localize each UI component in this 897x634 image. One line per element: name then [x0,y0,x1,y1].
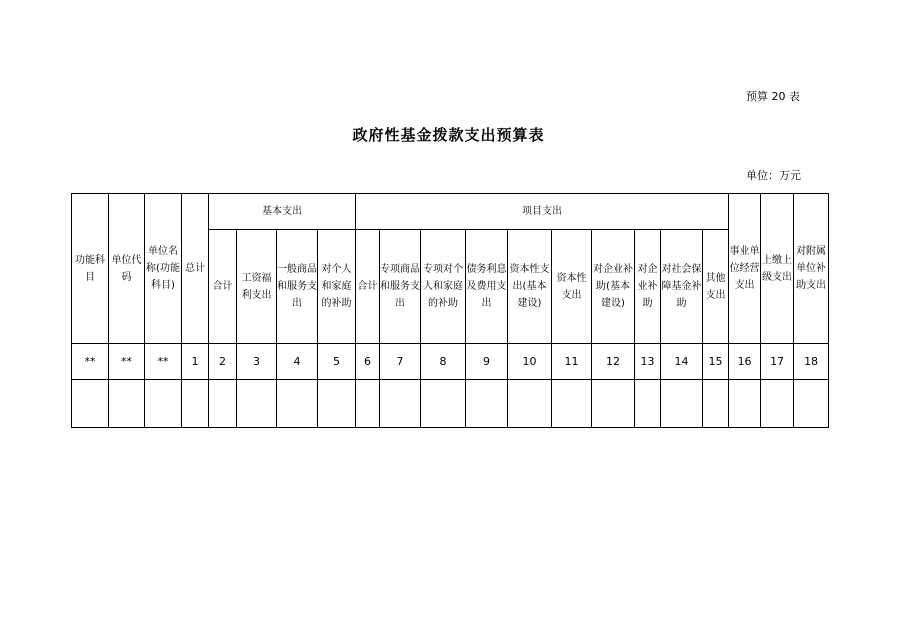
header-row-groups [72,194,829,230]
data-cell [421,380,466,428]
col-header-goods-services: 一般商品和服务支出 [277,230,318,344]
data-cell [356,380,380,428]
code-cell: ** [145,344,182,380]
col-header-unit-code: 单位代码 [109,194,145,344]
col-header-individual-family: 对个人和家庭的补助 [318,230,356,344]
code-cell: 13 [635,344,661,380]
col-header-capital: 资本性支出 [552,230,592,344]
data-cell [508,380,552,428]
col-header-enterprise-construction: 对企业补助(基本建设) [592,230,635,344]
col-header-debt-interest: 债务利息及费用支出 [466,230,508,344]
col-header-wages-welfare: 工资福利支出 [237,230,277,344]
col-header-project-subtotal: 合计 [356,230,380,344]
code-cell: 9 [466,344,508,380]
data-cell [761,380,794,428]
data-cell [182,380,209,428]
code-cell: 4 [277,344,318,380]
code-cell: ** [109,344,145,380]
col-header-total: 总计 [182,194,209,344]
code-cell: 18 [794,344,829,380]
code-cell: ** [72,344,109,380]
col-header-business-operation: 事业单位经营支出 [729,194,761,344]
data-cell [380,380,421,428]
data-cell [237,380,277,428]
data-cell [277,380,318,428]
data-cell [72,380,109,428]
code-row [72,344,829,380]
code-cell: 6 [356,344,380,380]
col-header-enterprise-subsidy: 对企业补助 [635,230,661,344]
code-cell: 2 [209,344,237,380]
data-cell [552,380,592,428]
group-header-project: 项目支出 [356,194,729,230]
data-cell [466,380,508,428]
code-cell: 14 [661,344,703,380]
col-header-special-goods-services: 专项商品和服务支出 [380,230,421,344]
col-header-subsidiary-subsidy: 对附属单位补助支出 [794,194,829,344]
page-title: 政府性基金拨款支出预算表 [352,126,545,144]
col-header-other: 其他支出 [703,230,729,344]
col-header-function-subject: 功能科目 [72,194,109,344]
form-number: 预算 20 表 [746,90,800,103]
group-header-basic: 基本支出 [209,194,356,230]
code-cell: 10 [508,344,552,380]
code-cell: 11 [552,344,592,380]
data-cell [794,380,829,428]
col-header-special-individual-family: 专项对个人和家庭的补助 [421,230,466,344]
col-header-basic-subtotal: 合计 [209,230,237,344]
data-cell [209,380,237,428]
data-cell [661,380,703,428]
code-cell: 5 [318,344,356,380]
data-row-empty [72,380,829,428]
data-cell [635,380,661,428]
code-cell: 8 [421,344,466,380]
data-cell [729,380,761,428]
code-cell: 3 [237,344,277,380]
data-cell [109,380,145,428]
data-cell [318,380,356,428]
code-cell: 12 [592,344,635,380]
data-cell [145,380,182,428]
col-header-social-security: 对社会保障基金补助 [661,230,703,344]
col-header-remit-superior: 上缴上级支出 [761,194,794,344]
col-header-capital-construction: 资本性支出(基本建设) [508,230,552,344]
data-cell [592,380,635,428]
code-cell: 15 [703,344,729,380]
budget-table [71,193,829,428]
unit-label: 单位：万元 [746,169,801,182]
col-header-unit-name: 单位名称(功能科目) [145,194,182,344]
code-cell: 7 [380,344,421,380]
code-cell: 1 [182,344,209,380]
code-cell: 16 [729,344,761,380]
data-cell [703,380,729,428]
code-cell: 17 [761,344,794,380]
